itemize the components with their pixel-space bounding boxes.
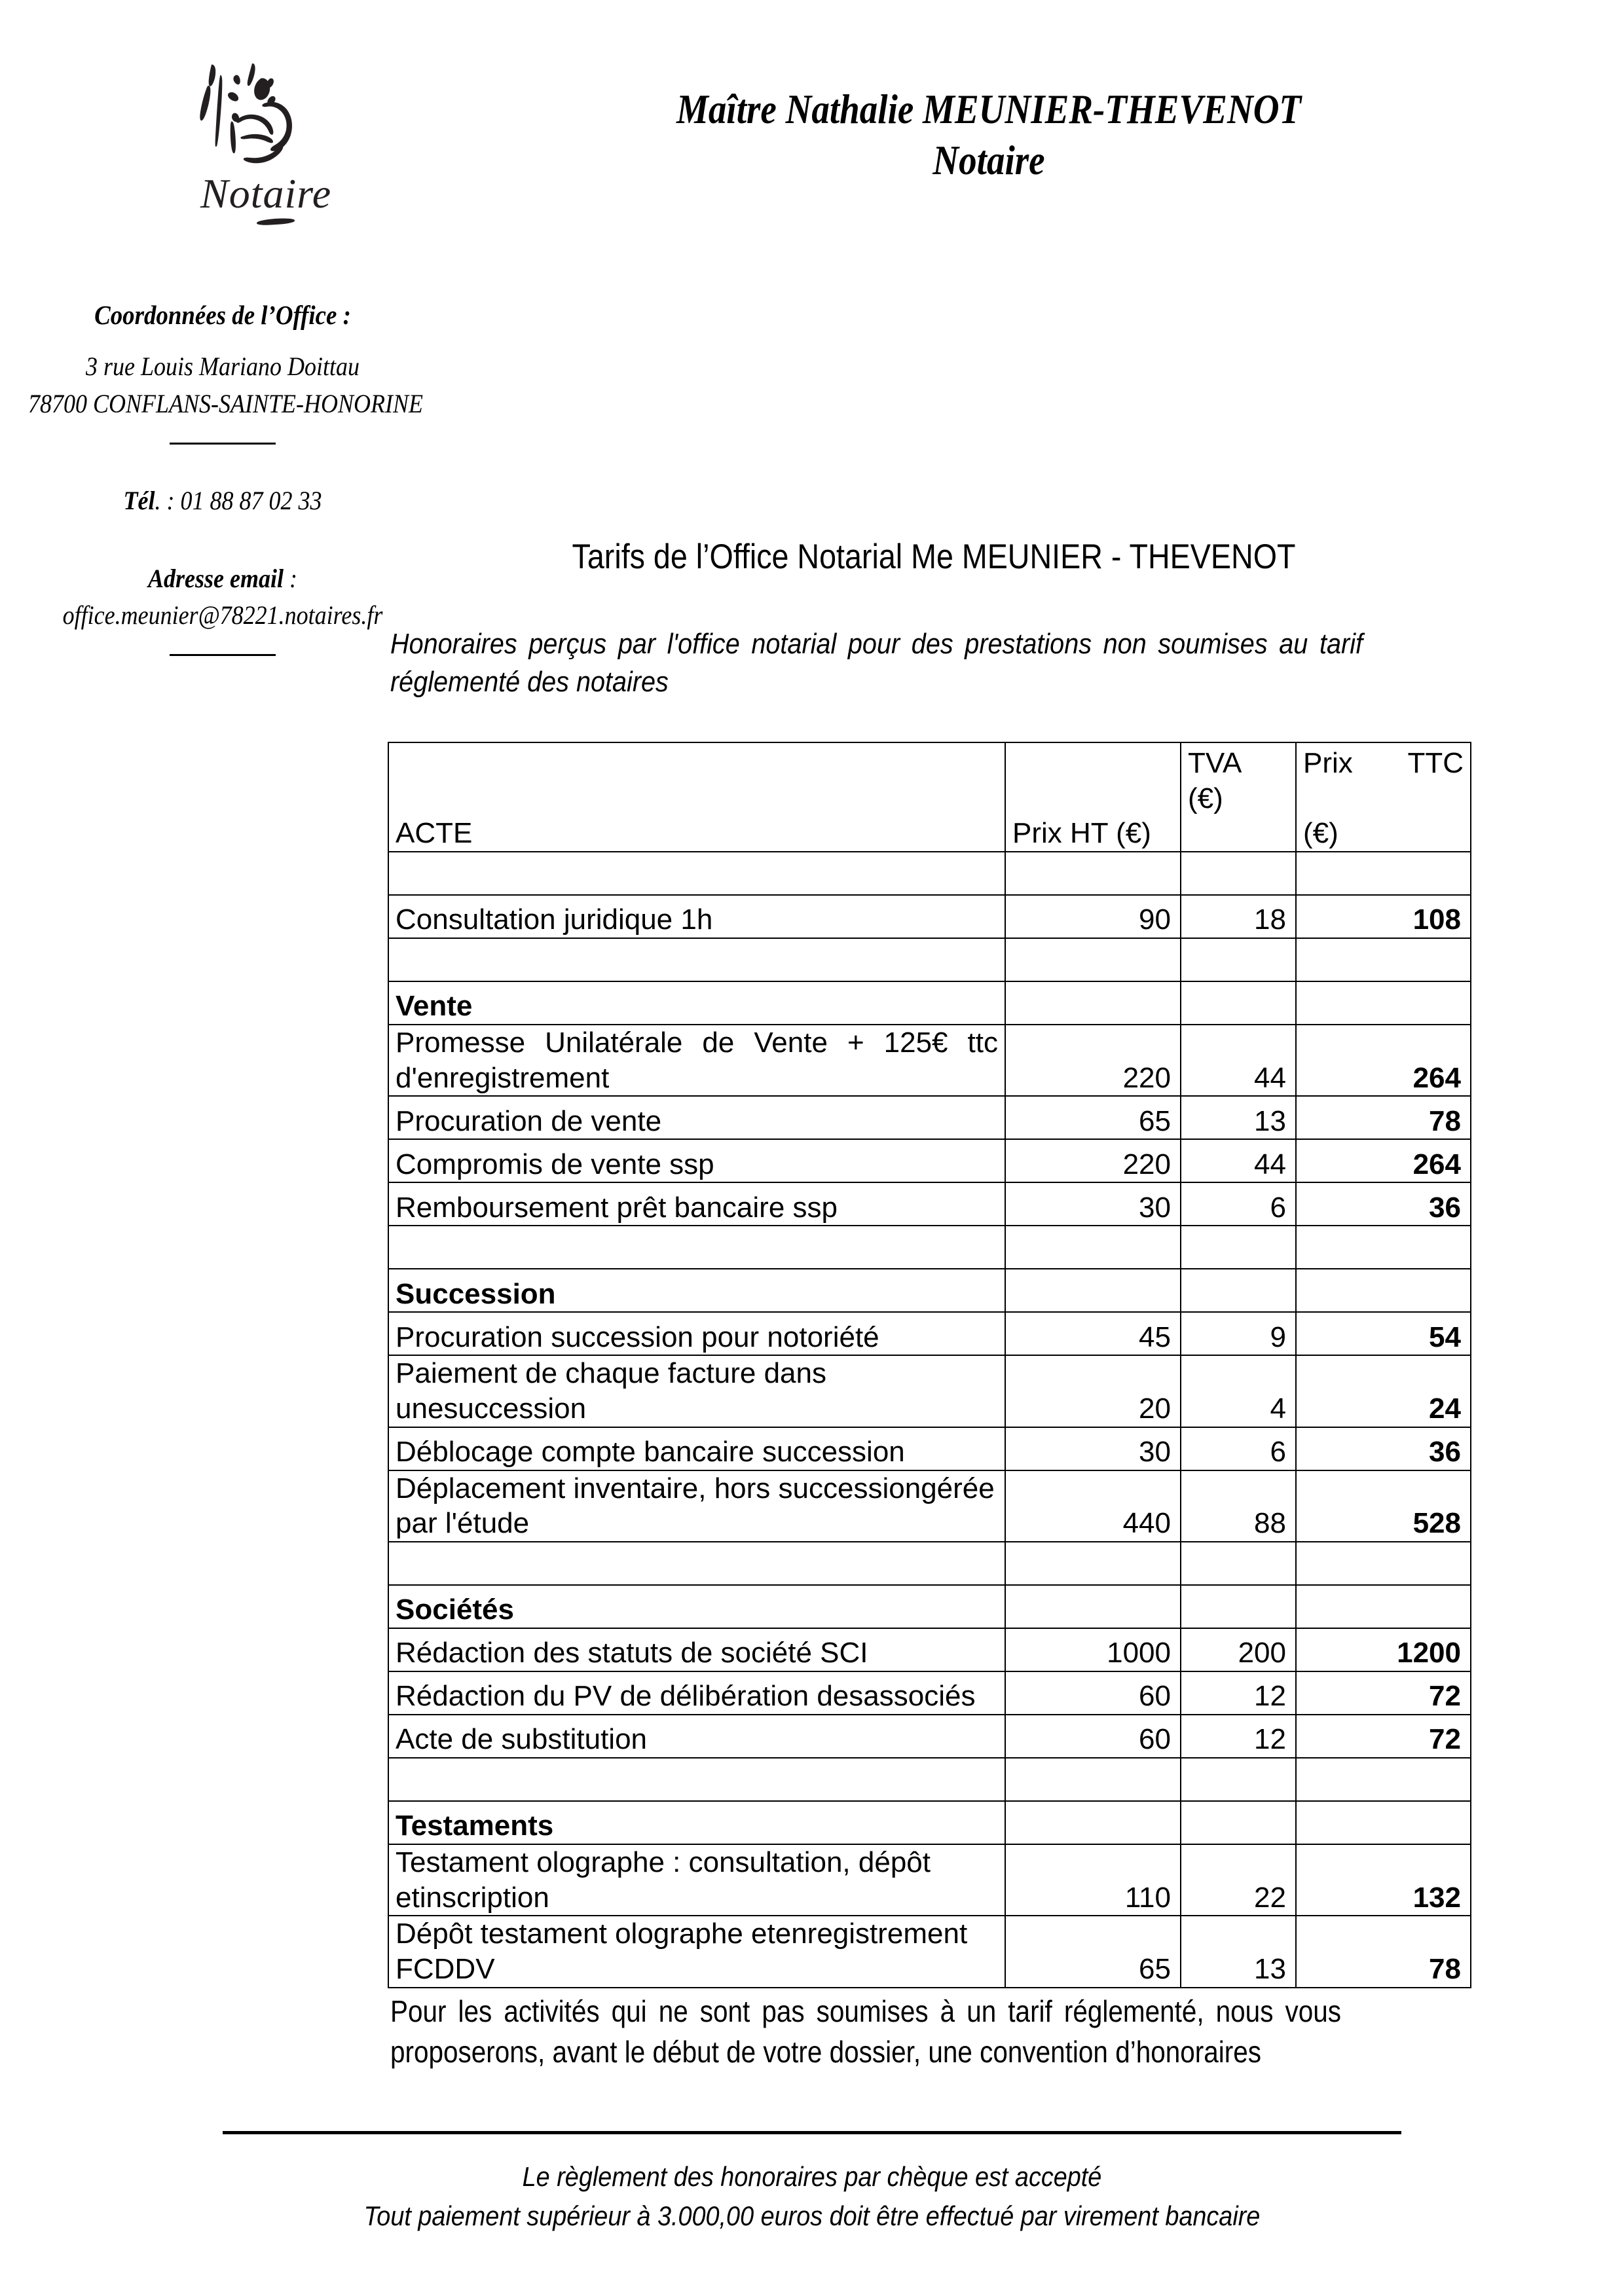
acte-line-2: enregistrement FCDDV [396, 1918, 968, 1986]
spacer-cell [1005, 1542, 1181, 1585]
cell-acte: Compromis de vente ssp [388, 1139, 1005, 1182]
tariff-table [388, 742, 1471, 1988]
acte-line-2: d'enregistrement [396, 1061, 610, 1094]
cell-prix-ht: 65 [1005, 1916, 1181, 1987]
section-empty-cell [1296, 981, 1471, 1025]
cell-prix-ht: 110 [1005, 1844, 1181, 1916]
spacer-cell [1005, 852, 1181, 895]
cell-tva: 44 [1181, 1025, 1296, 1096]
spacer-cell [1181, 1226, 1296, 1269]
section-label: Sociétés [388, 1585, 1005, 1628]
spacer-cell [1296, 852, 1471, 895]
cell-prix-ht: 65 [1005, 1096, 1181, 1139]
cell-prix-ht: 60 [1005, 1671, 1181, 1715]
cell-prix-ttc: 528 [1296, 1470, 1471, 1542]
email-label-row [28, 560, 417, 598]
cell-acte: Procuration de vente [388, 1096, 1005, 1139]
section-empty-cell [1005, 1585, 1181, 1628]
acte-line-1: Déplacement inventaire, hors succession [396, 1472, 921, 1504]
cell-prix-ttc: 72 [1296, 1671, 1471, 1715]
cell-acte [388, 1025, 1005, 1096]
cell-prix-ht: 30 [1005, 1182, 1181, 1226]
header-tva-line2: (€) [1188, 782, 1223, 814]
address-line-2: 78700 CONFLANS-SAINTE-HONORINE [28, 389, 423, 419]
table-row [388, 1182, 1471, 1226]
address-line-1: 3 rue Louis Mariano Doittau [85, 352, 360, 382]
notaire-logo [196, 56, 386, 226]
cell-prix-ttc: 78 [1296, 1916, 1471, 1987]
spacer-cell [1296, 1758, 1471, 1801]
table-row [388, 1916, 1471, 1987]
section-empty-cell [1005, 1269, 1181, 1312]
table-row [388, 1312, 1471, 1355]
section-empty-cell [1296, 1585, 1471, 1628]
phone-separator: . : [155, 485, 181, 515]
office-address [28, 348, 423, 423]
phone-label: Tél [123, 485, 155, 515]
cell-prix-ht: 90 [1005, 895, 1181, 938]
cell-tva: 200 [1181, 1628, 1296, 1671]
section-label: Testaments [388, 1801, 1005, 1844]
notaire-figure-icon [196, 56, 367, 177]
table-section-row [388, 1269, 1471, 1312]
cell-acte [388, 1916, 1005, 1987]
email-separator: : [283, 563, 297, 593]
contact-heading: Coordonnées de l’Office : [94, 300, 351, 330]
table-row [388, 895, 1471, 938]
cell-prix-ttc: 72 [1296, 1715, 1471, 1758]
page-title-block [532, 84, 1445, 186]
table-spacer-row [388, 1542, 1471, 1585]
header-ttc-line1: Prix TTC [1303, 747, 1464, 779]
spacer-cell [1181, 1758, 1296, 1801]
table-row [388, 1025, 1471, 1096]
cell-acte: Remboursement prêt bancaire ssp [388, 1182, 1005, 1226]
cell-tva: 9 [1181, 1312, 1296, 1355]
cell-tva: 12 [1181, 1715, 1296, 1758]
spacer-cell [1296, 1226, 1471, 1269]
table-row [388, 1671, 1471, 1715]
spacer-cell [1181, 1542, 1296, 1585]
contact-divider-1 [170, 443, 276, 445]
acte-line-2: succession [443, 1393, 587, 1425]
section-empty-cell [1005, 981, 1181, 1025]
header-ttc-line2: (€) [1303, 817, 1338, 850]
table-section-row [388, 1585, 1471, 1628]
section-label: Succession [388, 1269, 1005, 1312]
section-empty-cell [1181, 1269, 1296, 1312]
cell-prix-ttc: 24 [1296, 1355, 1471, 1427]
table-section-row [388, 981, 1471, 1025]
acte-line-2: gérée par l'étude [396, 1472, 995, 1540]
cell-prix-ht: 440 [1005, 1470, 1181, 1542]
cell-prix-ttc: 132 [1296, 1844, 1471, 1916]
notary-name: Maître Nathalie MEUNIER-THEVENOT [676, 86, 1302, 132]
table-row [388, 1844, 1471, 1916]
spacer-cell [388, 1758, 1005, 1801]
table-row [388, 1355, 1471, 1427]
table-spacer-row [388, 1758, 1471, 1801]
spacer-cell [1005, 938, 1181, 981]
section-empty-cell [1296, 1269, 1471, 1312]
cell-tva: 13 [1181, 1096, 1296, 1139]
acte-line-2: associés [863, 1680, 976, 1713]
cell-acte: Procuration succession pour notoriété [388, 1312, 1005, 1355]
cell-prix-ht: 220 [1005, 1139, 1181, 1182]
table-spacer-row [388, 852, 1471, 895]
cell-tva: 22 [1181, 1844, 1296, 1916]
table-row [388, 1096, 1471, 1139]
header-tva [1181, 742, 1296, 852]
cell-prix-ttc: 78 [1296, 1096, 1471, 1139]
table-spacer-row [388, 938, 1471, 981]
tariff-title: Tarifs de l’Office Notarial Me MEUNIER - THEVENOT [572, 538, 1296, 576]
section-label: Vente [388, 981, 1005, 1025]
spacer-cell [388, 1226, 1005, 1269]
cell-prix-ht: 45 [1005, 1312, 1181, 1355]
cell-acte [388, 1470, 1005, 1542]
spacer-cell [1181, 852, 1296, 895]
spacer-cell [388, 852, 1005, 895]
header-tva-line1: TVA [1188, 747, 1242, 779]
acte-line-1: Testament olographe : consultation, dépôt et [396, 1846, 931, 1914]
cell-prix-ttc: 54 [1296, 1312, 1471, 1355]
tariff-table-body [388, 852, 1471, 1988]
cell-prix-ttc: 1200 [1296, 1628, 1471, 1671]
table-row [388, 1470, 1471, 1542]
cell-tva: 18 [1181, 895, 1296, 938]
section-empty-cell [1005, 1801, 1181, 1844]
table-spacer-row [388, 1226, 1471, 1269]
cell-prix-ttc: 36 [1296, 1182, 1471, 1226]
spacer-cell [388, 938, 1005, 981]
spacer-cell [1296, 938, 1471, 981]
spacer-cell [1296, 1542, 1471, 1585]
header-prix-ttc [1296, 742, 1471, 852]
acte-line-2: inscription [419, 1881, 549, 1914]
cell-prix-ht: 220 [1005, 1025, 1181, 1096]
cell-tva: 6 [1181, 1427, 1296, 1470]
logo-underline-stroke [257, 217, 295, 226]
table-row [388, 1427, 1471, 1470]
cell-acte: Consultation juridique 1h [388, 895, 1005, 938]
footer-line-2: Tout paiement supérieur à 3.000,00 euros doit être effectué par virement bancaire [363, 2200, 1261, 2232]
office-contact-block [28, 296, 423, 656]
table-row [388, 1715, 1471, 1758]
acte-line-1: Rédaction du PV de délibération des [396, 1680, 864, 1713]
cell-tva: 6 [1181, 1182, 1296, 1226]
email-label: Adresse email [148, 563, 284, 593]
table-row [388, 1628, 1471, 1671]
cell-tva: 13 [1181, 1916, 1296, 1987]
table-section-row [388, 1801, 1471, 1844]
table-row [388, 1139, 1471, 1182]
section-empty-cell [1181, 1585, 1296, 1628]
cell-prix-ttc: 264 [1296, 1025, 1471, 1096]
spacer-cell [1005, 1226, 1181, 1269]
office-phone [28, 483, 417, 520]
footer-notice [223, 2157, 1401, 2236]
tariff-table-head [388, 742, 1471, 852]
section-empty-cell [1181, 1801, 1296, 1844]
cell-tva: 88 [1181, 1470, 1296, 1542]
cell-acte: Rédaction des statuts de société SCI [388, 1628, 1005, 1671]
email-value[interactable]: office.meunier@78221.notaires.fr [62, 600, 383, 630]
cell-prix-ttc: 264 [1296, 1139, 1471, 1182]
cell-tva: 12 [1181, 1671, 1296, 1715]
cell-prix-ht: 20 [1005, 1355, 1181, 1427]
cell-prix-ht: 1000 [1005, 1628, 1181, 1671]
cell-prix-ttc: 36 [1296, 1427, 1471, 1470]
closing-paragraph: Pour les activités qui ne sont pas soumises à un tarif réglementé, nous vous proposerons, avant le début de votre dossier, une convention d’honoraires [390, 1994, 1341, 2069]
tariff-intro-paragraph: Honoraires perçus par l'office notarial pour des prestations non soumises au tarif réglementé des notaires [390, 628, 1363, 699]
cell-acte [388, 1355, 1005, 1427]
spacer-cell [1181, 938, 1296, 981]
phone-value: 01 88 87 02 33 [180, 485, 322, 515]
cell-acte: Déblocage compte bancaire succession [388, 1427, 1005, 1470]
footer-divider [223, 2131, 1401, 2134]
section-empty-cell [1181, 981, 1296, 1025]
acte-line-1: Dépôt testament olographe et [396, 1918, 775, 1950]
cell-prix-ht: 60 [1005, 1715, 1181, 1758]
spacer-cell [1005, 1758, 1181, 1801]
cell-tva: 4 [1181, 1355, 1296, 1427]
cell-acte [388, 1844, 1005, 1916]
logo-wordmark: Notaire [200, 170, 332, 217]
header-prix-ht: Prix HT (€) [1005, 742, 1181, 852]
notary-role: Notaire [932, 137, 1045, 184]
acte-line-1: Promesse Unilatérale de Vente + 125€ ttc [396, 1027, 998, 1059]
cell-tva: 44 [1181, 1139, 1296, 1182]
acte-line-1: Paiement de chaque facture dans une [396, 1357, 827, 1425]
cell-prix-ht: 30 [1005, 1427, 1181, 1470]
table-header-row [388, 742, 1471, 852]
contact-divider-2 [170, 654, 276, 656]
header-acte: ACTE [388, 742, 1005, 852]
footer-line-1: Le règlement des honoraires par chèque est accepté [522, 2161, 1102, 2192]
section-empty-cell [1296, 1801, 1471, 1844]
cell-acte: Acte de substitution [388, 1715, 1005, 1758]
cell-acte [388, 1671, 1005, 1715]
cell-prix-ttc: 108 [1296, 895, 1471, 938]
spacer-cell [388, 1542, 1005, 1585]
